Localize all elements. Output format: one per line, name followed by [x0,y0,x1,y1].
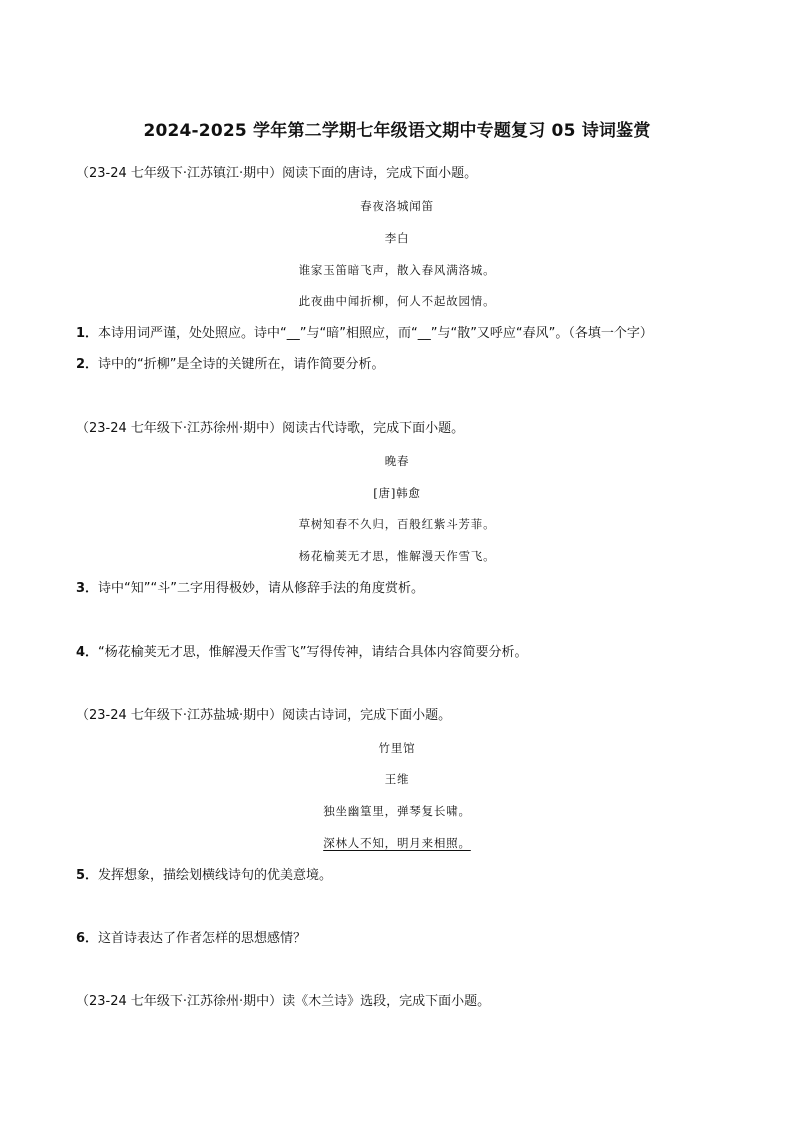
question [76,867,332,885]
question-number: 2． [76,357,99,372]
question [76,325,653,343]
question-text: 本诗用词严谨，处处照应。诗中“__”与“暗”相照应，而“__”与“散”又呼应“春风”。（各填一个字） [98,326,653,341]
poem-line-underlined [0,835,794,851]
question-text: 发挥想象，描绘划横线诗句的优美意境。 [98,868,333,883]
question-number: 6． [76,931,99,946]
poem-line: 草树知春不久归，百般红紫斗芳菲。 [298,517,496,531]
question-number: 4． [76,645,99,660]
question-text: 诗中的“折柳”是全诗的关键所在，请作简要分析。 [98,357,385,372]
question-text: 这首诗表达了作者怎样的思想感情？ [98,931,307,946]
section-intro: （23-24 七年级下·江苏镇江·期中）阅读下面的唐诗，完成下面小题。 [76,166,478,181]
poem-title: 晚春 [384,454,410,468]
question-number: 1． [76,326,99,341]
question-number: 3． [76,581,99,596]
poem-line: 独坐幽篁里，弹琴复长啸。 [323,804,471,818]
question-number: 5． [76,868,99,883]
page-title: 2024-2025 学年第二学期七年级语文期中专题复习 05 诗词鉴赏 [143,121,651,141]
question [76,580,424,598]
underlined-verse: 深林人不知，明月来相照。 [323,836,471,850]
question [76,644,528,662]
section-intro: （23-24 七年级下·江苏徐州·期中）读《木兰诗》选段，完成下面小题。 [76,994,491,1009]
section-intro: （23-24 七年级下·江苏盐城·期中）阅读古诗词，完成下面小题。 [76,708,452,723]
poem-author: 李白 [384,231,410,245]
question-text: 诗中“知”“斗”二字用得极妙，请从修辞手法的角度赏析。 [98,581,424,596]
question [76,356,385,374]
poem-line: 杨花榆荚无才思，惟解漫天作雪飞。 [298,549,496,563]
poem-line: 此夜曲中闻折柳，何人不起故园情。 [298,294,496,308]
section-intro: （23-24 七年级下·江苏徐州·期中）阅读古代诗歌，完成下面小题。 [76,421,465,436]
question [76,930,306,948]
poem-author: 王维 [384,772,410,786]
poem-line: 谁家玉笛暗飞声，散入春风满洛城。 [298,263,496,277]
question-text: “杨花榆荚无才思，惟解漫天作雪飞”写得传神，请结合具体内容简要分析。 [98,645,528,660]
poem-title: 竹里馆 [378,741,416,755]
poem-title: 春夜洛城闻笛 [360,199,434,213]
poem-author: [唐]韩愈 [373,486,421,500]
